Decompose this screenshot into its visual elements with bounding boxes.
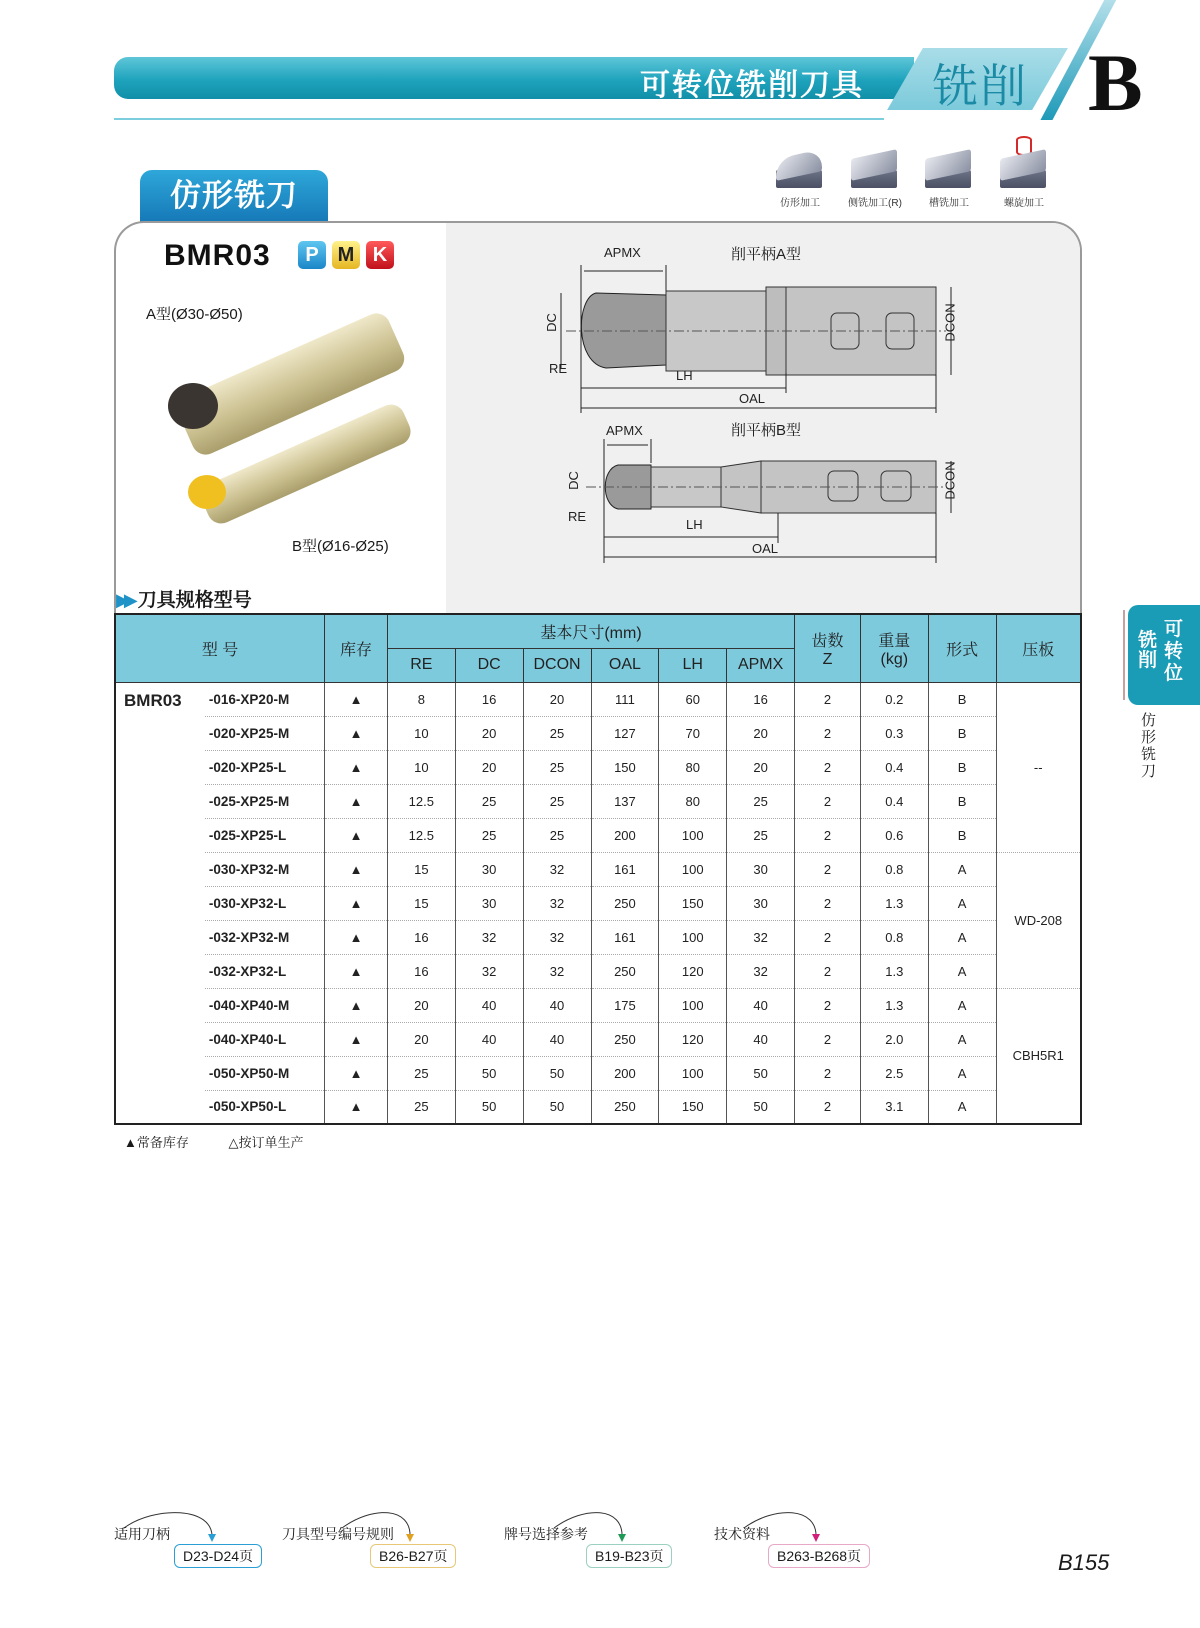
header-divider bbox=[114, 118, 884, 120]
kg-cell: 0.4 bbox=[860, 750, 928, 784]
oal-cell: 161 bbox=[591, 920, 659, 954]
side-chapter-tab[interactable] bbox=[1128, 605, 1200, 705]
header-teeth-sub: Z bbox=[822, 650, 833, 668]
table-row bbox=[115, 886, 1081, 920]
re-cell: 25 bbox=[387, 1056, 455, 1090]
stock-cell: ▲ bbox=[325, 954, 388, 988]
z-cell: 2 bbox=[795, 1090, 861, 1124]
stock-cell: ▲ bbox=[325, 920, 388, 954]
apmx-cell: 32 bbox=[727, 954, 795, 988]
re-cell: 12.5 bbox=[387, 784, 455, 818]
oal-cell: 250 bbox=[591, 1090, 659, 1124]
oal-cell: 161 bbox=[591, 852, 659, 886]
dcon-cell: 32 bbox=[523, 852, 591, 886]
apmx-cell: 20 bbox=[727, 750, 795, 784]
header-model: 型 号 bbox=[115, 614, 325, 682]
label-dc-a: DC bbox=[543, 313, 559, 332]
header-teeth bbox=[795, 614, 861, 682]
lh-cell: 100 bbox=[659, 920, 727, 954]
dc-cell: 32 bbox=[455, 920, 523, 954]
header-lh: LH bbox=[659, 648, 727, 682]
header-basic-dims: 基本尺寸(mm) bbox=[387, 614, 794, 648]
page-number: B155 bbox=[1058, 1550, 1110, 1575]
ref-label: 适用刀柄 bbox=[114, 1526, 170, 1542]
apmx-cell: 30 bbox=[727, 852, 795, 886]
header-stock: 库存 bbox=[325, 614, 388, 682]
header-apmx: APMX bbox=[727, 648, 795, 682]
lh-cell: 100 bbox=[659, 818, 727, 852]
double-chevron-icon: ▶▶ bbox=[116, 590, 132, 610]
table-row bbox=[115, 716, 1081, 750]
dc-cell: 20 bbox=[455, 716, 523, 750]
z-cell: 2 bbox=[795, 818, 861, 852]
model-cell: -032-XP32-M bbox=[205, 920, 325, 954]
drawing-panel bbox=[446, 223, 1082, 613]
material-badge-m: M bbox=[332, 241, 360, 269]
kg-cell: 0.8 bbox=[860, 852, 928, 886]
kg-cell: 1.3 bbox=[860, 886, 928, 920]
stock-cell: ▲ bbox=[325, 1022, 388, 1056]
form-cell: A bbox=[928, 988, 996, 1022]
apmx-cell: 16 bbox=[727, 682, 795, 716]
z-cell: 2 bbox=[795, 920, 861, 954]
category-label: 铣削 bbox=[932, 60, 1028, 112]
dc-cell: 50 bbox=[455, 1090, 523, 1124]
apmx-cell: 50 bbox=[727, 1056, 795, 1090]
machining-type-side bbox=[840, 152, 910, 209]
header-dcon: DCON bbox=[523, 648, 591, 682]
stock-cell: ▲ bbox=[325, 784, 388, 818]
kg-cell: 0.8 bbox=[860, 920, 928, 954]
model-cell: -050-XP50-L bbox=[205, 1090, 325, 1124]
ref-label: 牌号选择参考 bbox=[504, 1526, 588, 1542]
stock-cell: ▲ bbox=[325, 818, 388, 852]
side-tab-marker bbox=[1123, 610, 1125, 700]
z-cell: 2 bbox=[795, 1022, 861, 1056]
material-badge-p: P bbox=[298, 241, 326, 269]
legend-stock: ▲常备库存 bbox=[124, 1135, 189, 1150]
oal-cell: 250 bbox=[591, 1022, 659, 1056]
dc-cell: 25 bbox=[455, 784, 523, 818]
apmx-cell: 40 bbox=[727, 1022, 795, 1056]
form-cell: B bbox=[928, 682, 996, 716]
dcon-cell: 50 bbox=[523, 1056, 591, 1090]
dcon-cell: 25 bbox=[523, 716, 591, 750]
label-lh-a: LH bbox=[676, 368, 693, 383]
table-row bbox=[115, 988, 1081, 1022]
kg-cell: 2.5 bbox=[860, 1056, 928, 1090]
table-row bbox=[115, 1090, 1081, 1124]
header-teeth-label: 齿数 bbox=[811, 632, 844, 650]
oal-cell: 150 bbox=[591, 750, 659, 784]
model-cell: -032-XP32-L bbox=[205, 954, 325, 988]
re-cell: 25 bbox=[387, 1090, 455, 1124]
label-re-a: RE bbox=[549, 361, 568, 376]
table-row bbox=[115, 818, 1081, 852]
label-oal-a: OAL bbox=[739, 391, 766, 406]
header-re: RE bbox=[387, 648, 455, 682]
re-cell: 10 bbox=[387, 750, 455, 784]
model-cell: -030-XP32-M bbox=[205, 852, 325, 886]
section-title: 仿形铣刀 bbox=[140, 170, 328, 222]
dc-cell: 32 bbox=[455, 954, 523, 988]
spec-heading bbox=[116, 585, 252, 612]
apmx-cell: 25 bbox=[727, 784, 795, 818]
dcon-cell: 40 bbox=[523, 1022, 591, 1056]
z-cell: 2 bbox=[795, 988, 861, 1022]
label-dc-b: DC bbox=[565, 471, 581, 490]
re-cell: 16 bbox=[387, 954, 455, 988]
label-lh-b: LH bbox=[686, 517, 703, 532]
stock-cell: ▲ bbox=[325, 1056, 388, 1090]
header-form: 形式 bbox=[928, 614, 996, 682]
header-title: 可转位铣削刀具 bbox=[640, 69, 864, 102]
label-dcon-a: DCON bbox=[942, 303, 958, 342]
oal-cell: 200 bbox=[591, 818, 659, 852]
ref-label: 技术资料 bbox=[714, 1526, 770, 1542]
dc-cell: 40 bbox=[455, 1022, 523, 1056]
profile-milling-icon bbox=[772, 152, 828, 190]
model-cell: -040-XP40-M bbox=[205, 988, 325, 1022]
dc-cell: 25 bbox=[455, 818, 523, 852]
form-cell: A bbox=[928, 852, 996, 886]
apmx-cell: 32 bbox=[727, 920, 795, 954]
kg-cell: 0.2 bbox=[860, 682, 928, 716]
oal-cell: 111 bbox=[591, 682, 659, 716]
lh-cell: 150 bbox=[659, 886, 727, 920]
tool-head-a-icon bbox=[168, 383, 218, 429]
oal-cell: 200 bbox=[591, 1056, 659, 1090]
stock-cell: ▲ bbox=[325, 1090, 388, 1124]
kg-cell: 0.4 bbox=[860, 784, 928, 818]
ref-label: 刀具型号编号规则 bbox=[282, 1526, 394, 1542]
machining-type-profile bbox=[765, 152, 835, 209]
drawing-b-title: 削平柄B型 bbox=[731, 422, 802, 439]
oal-cell: 250 bbox=[591, 954, 659, 988]
product-card bbox=[114, 221, 1082, 613]
lh-cell: 70 bbox=[659, 716, 727, 750]
machining-type-label: 槽铣加工 bbox=[929, 198, 969, 209]
side-milling-icon bbox=[847, 152, 903, 190]
machining-type-label: 螺旋加工 bbox=[1004, 198, 1044, 209]
stock-cell: ▲ bbox=[325, 716, 388, 750]
lh-cell: 120 bbox=[659, 1022, 727, 1056]
header-plate: 压板 bbox=[996, 614, 1081, 682]
stock-cell: ▲ bbox=[325, 682, 388, 716]
machining-type-label: 侧铣加工(R) bbox=[848, 198, 902, 209]
stock-legend bbox=[124, 1132, 340, 1151]
lh-cell: 80 bbox=[659, 784, 727, 818]
dc-cell: 30 bbox=[455, 886, 523, 920]
header-dc: DC bbox=[455, 648, 523, 682]
tool-head-b-icon bbox=[188, 475, 226, 509]
table-row bbox=[115, 750, 1081, 784]
plate-cell: -- bbox=[996, 682, 1081, 852]
form-cell: B bbox=[928, 784, 996, 818]
re-cell: 20 bbox=[387, 1022, 455, 1056]
dcon-cell: 32 bbox=[523, 920, 591, 954]
form-cell: A bbox=[928, 1056, 996, 1090]
re-cell: 12.5 bbox=[387, 818, 455, 852]
dc-cell: 20 bbox=[455, 750, 523, 784]
z-cell: 2 bbox=[795, 750, 861, 784]
product-code: BMR03 bbox=[164, 239, 271, 272]
kg-cell: 1.3 bbox=[860, 954, 928, 988]
kg-cell: 2.0 bbox=[860, 1022, 928, 1056]
tool-drawing-a bbox=[543, 253, 1006, 413]
kg-cell: 1.3 bbox=[860, 988, 928, 1022]
re-cell: 8 bbox=[387, 682, 455, 716]
table-row bbox=[115, 682, 1081, 716]
ref-pages-link[interactable]: B26-B27页 bbox=[370, 1544, 456, 1568]
form-cell: A bbox=[928, 1090, 996, 1124]
model-cell: -050-XP50-M bbox=[205, 1056, 325, 1090]
dcon-cell: 25 bbox=[523, 784, 591, 818]
ref-pages-link[interactable]: B19-B23页 bbox=[586, 1544, 672, 1568]
form-cell: B bbox=[928, 750, 996, 784]
form-cell: A bbox=[928, 954, 996, 988]
lh-cell: 60 bbox=[659, 682, 727, 716]
table-row bbox=[115, 1022, 1081, 1056]
apmx-cell: 50 bbox=[727, 1090, 795, 1124]
z-cell: 2 bbox=[795, 852, 861, 886]
re-cell: 16 bbox=[387, 920, 455, 954]
z-cell: 2 bbox=[795, 784, 861, 818]
dc-cell: 40 bbox=[455, 988, 523, 1022]
form-cell: A bbox=[928, 886, 996, 920]
dcon-cell: 50 bbox=[523, 1090, 591, 1124]
dcon-cell: 25 bbox=[523, 818, 591, 852]
model-cell: -025-XP25-L bbox=[205, 818, 325, 852]
lh-cell: 100 bbox=[659, 988, 727, 1022]
z-cell: 2 bbox=[795, 1056, 861, 1090]
machining-type-slot bbox=[914, 152, 984, 209]
lh-cell: 100 bbox=[659, 1056, 727, 1090]
label-apmx-a: APMX bbox=[604, 245, 641, 260]
side-tab-label-1: 铣削 bbox=[1138, 630, 1158, 671]
kg-cell: 3.1 bbox=[860, 1090, 928, 1124]
ref-pages-link[interactable]: B263-B268页 bbox=[768, 1544, 870, 1568]
type-b-label: B型(Ø16-Ø25) bbox=[292, 538, 389, 555]
oal-cell: 127 bbox=[591, 716, 659, 750]
table-row bbox=[115, 954, 1081, 988]
lh-cell: 150 bbox=[659, 1090, 727, 1124]
side-tab-subtitle: 仿形铣刀 bbox=[1141, 712, 1157, 780]
dcon-cell: 32 bbox=[523, 886, 591, 920]
re-cell: 15 bbox=[387, 852, 455, 886]
header-weight-sub: (kg) bbox=[880, 650, 909, 668]
dc-cell: 50 bbox=[455, 1056, 523, 1090]
table-row bbox=[115, 852, 1081, 886]
re-cell: 20 bbox=[387, 988, 455, 1022]
form-cell: A bbox=[928, 920, 996, 954]
section-letter: B bbox=[1088, 37, 1143, 128]
drawing-a-title: 削平柄A型 bbox=[731, 246, 802, 263]
slot-milling-icon bbox=[921, 152, 977, 190]
table-row bbox=[115, 1056, 1081, 1090]
form-cell: B bbox=[928, 818, 996, 852]
series-code: BMR03 bbox=[115, 682, 205, 1124]
machining-type-helical bbox=[989, 152, 1059, 209]
table-row bbox=[115, 920, 1081, 954]
form-cell: B bbox=[928, 716, 996, 750]
dc-cell: 30 bbox=[455, 852, 523, 886]
ref-pages-link[interactable]: D23-D24页 bbox=[174, 1544, 262, 1568]
stock-cell: ▲ bbox=[325, 886, 388, 920]
dcon-cell: 25 bbox=[523, 750, 591, 784]
z-cell: 2 bbox=[795, 716, 861, 750]
lh-cell: 120 bbox=[659, 954, 727, 988]
spec-heading-text: 刀具规格型号 bbox=[137, 590, 252, 611]
oal-cell: 250 bbox=[591, 886, 659, 920]
table-row bbox=[115, 784, 1081, 818]
type-a-label: A型(Ø30-Ø50) bbox=[146, 306, 243, 323]
kg-cell: 0.3 bbox=[860, 716, 928, 750]
lh-cell: 100 bbox=[659, 852, 727, 886]
header-weight-label: 重量 bbox=[878, 632, 911, 650]
side-tab-label-2: 可转位 bbox=[1164, 619, 1184, 684]
plate-cell: WD-208 bbox=[996, 852, 1081, 988]
oal-cell: 137 bbox=[591, 784, 659, 818]
stock-cell: ▲ bbox=[325, 750, 388, 784]
model-cell: -025-XP25-M bbox=[205, 784, 325, 818]
apmx-cell: 25 bbox=[727, 818, 795, 852]
model-cell: -020-XP25-M bbox=[205, 716, 325, 750]
re-cell: 15 bbox=[387, 886, 455, 920]
label-apmx-b: APMX bbox=[606, 423, 643, 438]
z-cell: 2 bbox=[795, 886, 861, 920]
header-weight bbox=[860, 614, 928, 682]
legend-order: △按订单生产 bbox=[228, 1135, 304, 1150]
lh-cell: 80 bbox=[659, 750, 727, 784]
stock-cell: ▲ bbox=[325, 852, 388, 886]
dcon-cell: 32 bbox=[523, 954, 591, 988]
z-cell: 2 bbox=[795, 954, 861, 988]
label-oal-b: OAL bbox=[752, 541, 779, 556]
apmx-cell: 40 bbox=[727, 988, 795, 1022]
model-cell: -020-XP25-L bbox=[205, 750, 325, 784]
oal-cell: 175 bbox=[591, 988, 659, 1022]
apmx-cell: 30 bbox=[727, 886, 795, 920]
re-cell: 10 bbox=[387, 716, 455, 750]
machining-type-label: 仿形加工 bbox=[780, 198, 820, 209]
header-oal: OAL bbox=[591, 648, 659, 682]
dcon-cell: 40 bbox=[523, 988, 591, 1022]
z-cell: 2 bbox=[795, 682, 861, 716]
material-badge-k: K bbox=[366, 241, 394, 269]
kg-cell: 0.6 bbox=[860, 818, 928, 852]
spec-table bbox=[114, 613, 1082, 1125]
model-cell: -040-XP40-L bbox=[205, 1022, 325, 1056]
form-cell: A bbox=[928, 1022, 996, 1056]
label-dcon-b: DCON bbox=[942, 461, 958, 500]
helical-milling-icon bbox=[996, 152, 1052, 190]
label-re-b: RE bbox=[568, 509, 587, 524]
stock-cell: ▲ bbox=[325, 988, 388, 1022]
plate-cell: CBH5R1 bbox=[996, 988, 1081, 1124]
dcon-cell: 20 bbox=[523, 682, 591, 716]
model-cell: -030-XP32-L bbox=[205, 886, 325, 920]
model-cell: -016-XP20-M bbox=[205, 682, 325, 716]
apmx-cell: 20 bbox=[727, 716, 795, 750]
dc-cell: 16 bbox=[455, 682, 523, 716]
